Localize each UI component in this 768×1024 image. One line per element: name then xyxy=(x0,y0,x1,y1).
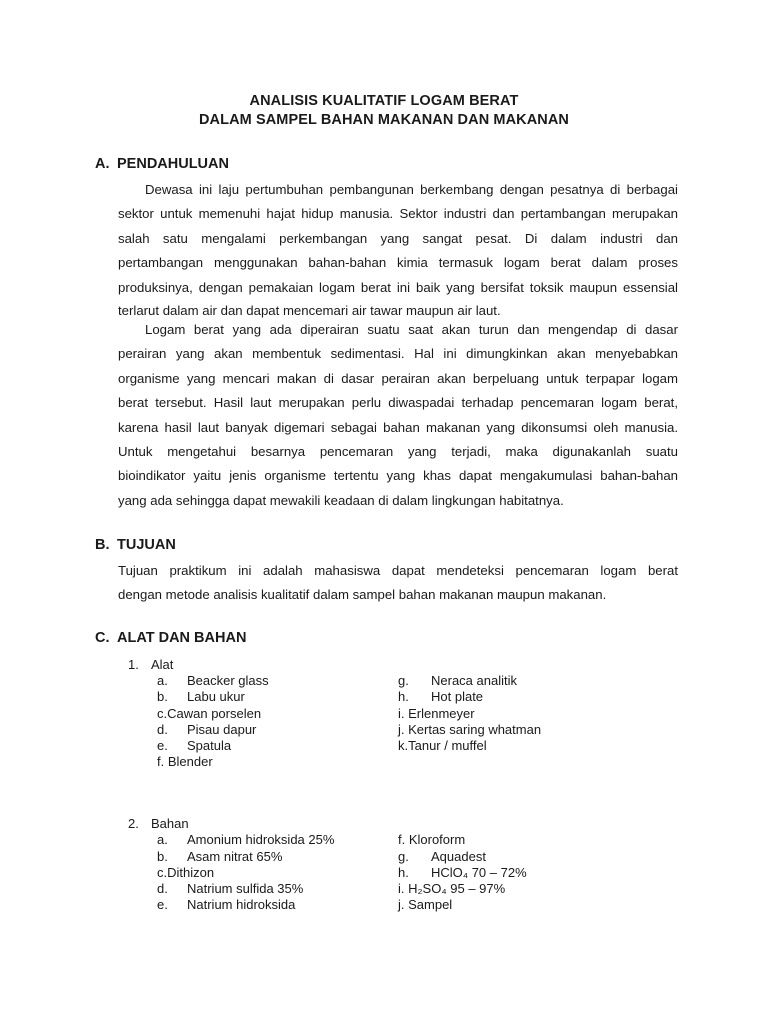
paragraph-line: yang ada sehingga dapat mewakili keadaan di dalam lingkungan habitatnya. xyxy=(118,492,564,508)
list-item: d. Pisau dapur xyxy=(157,722,257,737)
paragraph-line: perairan yang akan membentuk sedimentasi. Hal ini dimungkinkan akan menyebabkan xyxy=(118,346,678,362)
section-a-title: PENDAHULUAN xyxy=(117,156,229,172)
paragraph-line: Dewasa ini laju pertumbuhan pembangunan berkembang dengan pesatnya di berbagai xyxy=(145,182,678,197)
list-item: f. Blender xyxy=(157,754,213,769)
section-b-heading xyxy=(95,537,176,553)
paragraph-line: bioindikator yaitu jenis organisme tertentu yang khas dapat mengakumulasi bahan-bahan xyxy=(118,468,678,484)
list-item: i. Erlenmeyer xyxy=(398,706,475,721)
list-item: k.Tanur / muffel xyxy=(398,738,487,753)
list-item: h. Hot plate xyxy=(398,689,484,704)
alat-list-header xyxy=(128,657,173,673)
list-item: j. Sampel xyxy=(398,897,453,912)
list-item: g. Neraca analitik xyxy=(398,673,517,688)
list-item: c.Dithizon xyxy=(157,865,215,880)
list-item: a. Beacker glass xyxy=(157,673,269,688)
list-label: Alat xyxy=(151,657,174,672)
section-a-heading xyxy=(95,156,229,172)
section-a-paragraph-2 xyxy=(118,318,678,513)
bahan-list-header xyxy=(128,816,189,832)
paragraph-line: karena hasil laut banyak digemari sebagai bahan makanan yang dikonsumsi oleh manusia. xyxy=(118,419,678,435)
list-number: 1. xyxy=(128,657,139,672)
paragraph-line: terlarut dalam air dan dapat mencemari air tawar maupun air laut. xyxy=(118,302,501,318)
section-a-letter: A. xyxy=(95,156,110,172)
title-line-2: DALAM SAMPEL BAHAN MAKANAN DAN MAKANAN xyxy=(198,112,570,128)
section-b-letter: B. xyxy=(95,537,110,553)
section-a-paragraph-1 xyxy=(118,178,678,322)
paragraph-line: pertambangan menggunakan bahan-bahan kimia termasuk logam berat dalam proses xyxy=(118,255,678,271)
paragraph-line: Logam berat yang ada diperairan suatu saat akan turun dan mengendap di dasar xyxy=(145,322,678,337)
list-item: c.Cawan porselen xyxy=(157,706,262,721)
paragraph-line: berat tersebut. Hasil laut merupakan perlu diwaspadai terhadap pencemaran logam berat, xyxy=(118,395,678,411)
list-item: b. Labu ukur xyxy=(157,689,245,704)
section-b-title: TUJUAN xyxy=(117,537,176,553)
paragraph-line: dengan metode analisis kualitatif dalam sampel bahan makanan maupun makanan. xyxy=(118,587,607,603)
list-label: Bahan xyxy=(151,816,189,831)
list-item: h. HClO₄ 70 – 72% xyxy=(398,865,527,880)
paragraph-line: sektor untuk memenuhi hajat hidup manusia. Sektor industri dan pertambangan merupakan xyxy=(118,206,678,222)
list-item: j. Kertas saring whatman xyxy=(398,722,542,737)
list-item: i. H₂SO₄ 95 – 97% xyxy=(398,881,506,896)
paragraph-line: Untuk mengetahui besarnya pencemaran yang terjadi, maka digunakanlah suatu xyxy=(118,443,678,459)
section-c-heading xyxy=(95,630,246,646)
list-item: e. Spatula xyxy=(157,738,232,753)
list-item: b. Asam nitrat 65% xyxy=(157,849,283,864)
title-line-1: ANALISIS KUALITATIF LOGAM BERAT xyxy=(249,93,519,109)
section-b-paragraph xyxy=(118,559,678,608)
paragraph-line: produksinya, dengan pemakaian logam berat ini baik yang bersifat toksik maupun essensial xyxy=(118,279,678,295)
list-item: g. Aquadest xyxy=(398,849,486,864)
section-c-title: ALAT DAN BAHAN xyxy=(117,630,247,646)
list-number: 2. xyxy=(128,816,139,831)
paragraph-line: organisme yang mencari makan di dasar perairan akan berpeluang untuk terpapar logam xyxy=(118,370,678,386)
list-item: d. Natrium sulfida 35% xyxy=(157,881,304,896)
section-c-letter: C. xyxy=(95,630,110,646)
paragraph-line: salah satu mengalami perkembangan yang sangat pesat. Di dalam industri dan xyxy=(118,230,678,246)
list-item: e. Natrium hidroksida xyxy=(157,897,296,912)
list-item: f. Kloroform xyxy=(398,832,466,847)
paragraph-line: Tujuan praktikum ini adalah mahasiswa dapat mendeteksi pencemaran logam berat xyxy=(118,563,678,578)
list-item: a. Amonium hidroksida 25% xyxy=(157,832,335,847)
